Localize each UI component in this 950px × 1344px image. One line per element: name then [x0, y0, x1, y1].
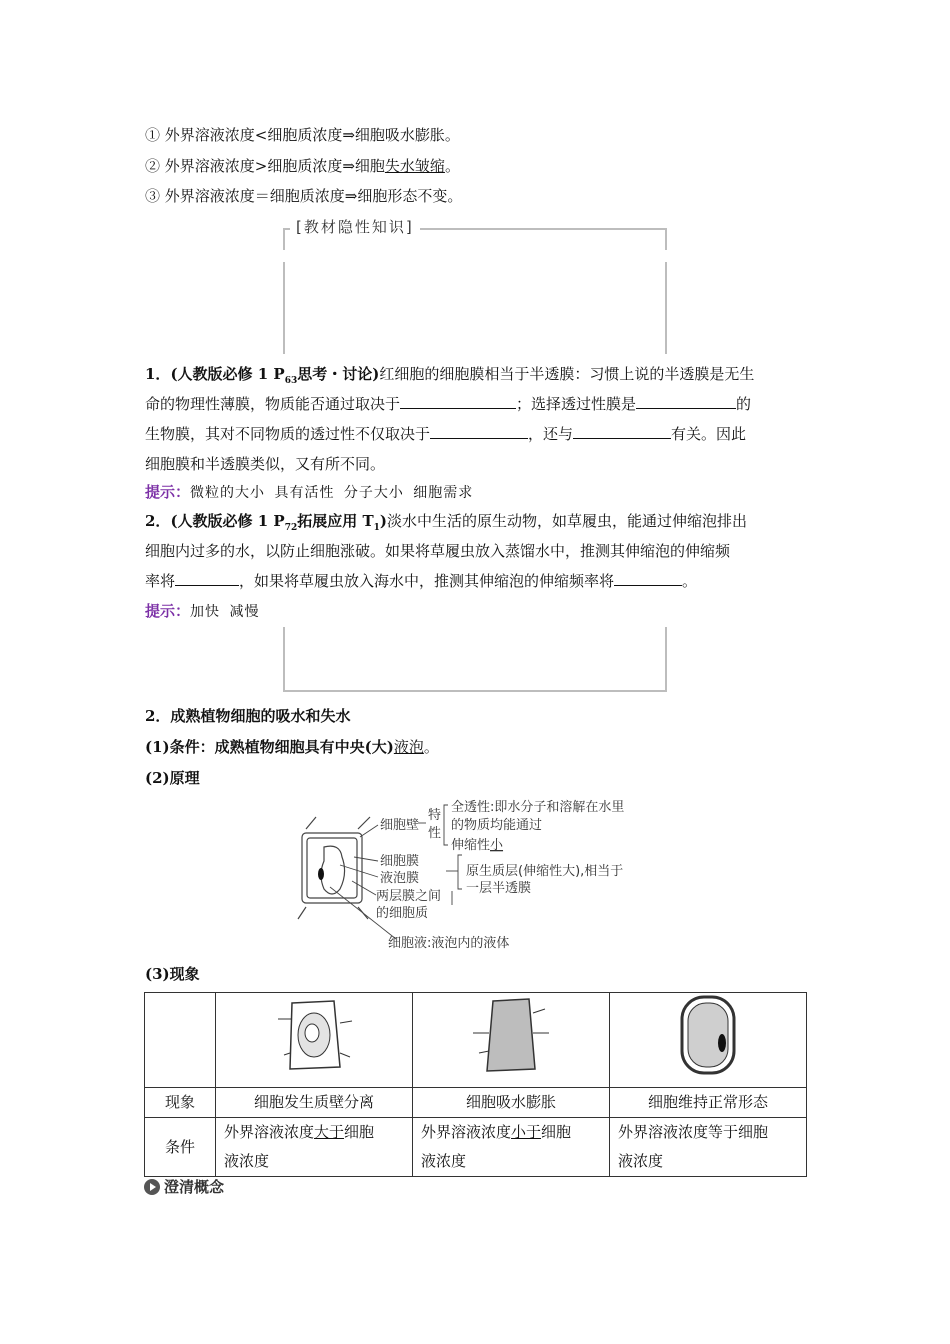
label-trait-2: 性 — [428, 826, 442, 841]
q1-line1: 1．(人教版必修 1 $P_{63}$思考・讨论)红细胞的细胞膜相当于半透膜：习惯上说的半透膜是无生 — [145, 365, 755, 386]
condition-line: (1)条件：成熟植物细胞具有中央(大)液泡。 — [145, 738, 439, 756]
img-plasmolysis — [216, 993, 413, 1088]
cond-3: 外界溶液浓度等于细胞 液浓度 — [610, 1118, 807, 1177]
label-vacuole-membrane: 液泡膜 — [380, 871, 420, 886]
q2-line1: 2．(人教版必修 1 $P_{72}$拓展应用 $T_1$)淡水中生活的原生动物，如草履虫，能通过伸缩泡排出 — [145, 512, 748, 533]
label-protoplast-2: 一层半透膜 — [466, 881, 532, 896]
label-trait-1: 特 — [428, 808, 442, 823]
img-normal — [610, 993, 807, 1088]
box-title: [教材隐性知识] — [290, 216, 420, 237]
plant-cell-diagram — [296, 795, 666, 955]
phen-3: 细胞维持正常形态 — [610, 1088, 807, 1118]
q1-hint: 提示：微粒的大小 具有活性 分子大小 细胞需求 — [145, 483, 474, 501]
textbook-knowledge-box — [283, 228, 667, 354]
q2-line2: 细胞内过多的水，以防止细胞涨破。如果将草履虫放入蒸馏水中，推测其伸缩泡的伸缩频 — [145, 542, 731, 560]
label-membrane: 细胞膜 — [380, 854, 420, 869]
label-wall-p3: 伸缩性小 — [451, 838, 504, 853]
rule-1: ① 外界溶液浓度<细胞质浓度⇒细胞吸水膨胀。 — [145, 126, 460, 144]
phenomenon-heading: (3)现象 — [145, 965, 200, 983]
rule-3: ③ 外界溶液浓度＝细胞质浓度⇒细胞形态不变。 — [145, 187, 463, 205]
label-wall-p1: 全透性:即水分子和溶解在水里 — [451, 800, 625, 815]
swelling-cell-image — [471, 993, 551, 1077]
label-cell-sap: 细胞液:液泡内的液体 — [388, 936, 510, 951]
label-wall: 细胞壁 — [380, 818, 420, 833]
section-title: 2．成熟植物细胞的吸水和失水 — [145, 707, 351, 725]
q2-line3: 率将 ，如果将草履虫放入海水中，推测其伸缩泡的伸缩频率将 。 — [145, 572, 698, 590]
label-protoplast-1: 原生质层(伸缩性大),相当于 — [466, 864, 624, 879]
img-swelling — [413, 993, 610, 1088]
label-between-1: 两层膜之间 — [376, 889, 442, 904]
q1-line3: 生物膜，其对不同物质的透过性不仅取决于 ，还与 有关。因此 — [145, 425, 747, 443]
rule-2: ② 外界溶液浓度>细胞质浓度⇒细胞失水皱缩。 — [145, 157, 460, 175]
q1-line4: 细胞膜和半透膜类似，又有所不同。 — [145, 455, 386, 473]
phenomenon-table — [144, 992, 807, 1177]
plasmolysis-cell-image — [274, 993, 354, 1077]
phen-1: 细胞发生质壁分离 — [216, 1088, 413, 1118]
cond-1: 外界溶液浓度大于细胞 液浓度 — [216, 1118, 413, 1177]
principle-heading: (2)原理 — [145, 769, 200, 787]
knowledge-box-bottom — [283, 627, 667, 692]
label-between-2: 的细胞质 — [376, 906, 429, 921]
q2-hint: 提示：加快 减慢 — [145, 602, 260, 620]
phen-2: 细胞吸水膨胀 — [413, 1088, 610, 1118]
row-phen-label: 现象 — [145, 1088, 216, 1118]
q1-line2: 命的物理性薄膜，物质能否通过取决于 ；选择透过性膜是 的 — [145, 395, 752, 413]
clarify-concept-heading: 澄清概念 — [144, 1176, 224, 1197]
label-wall-p2: 的物质均能通过 — [451, 818, 543, 833]
cond-2: 外界溶液浓度小于细胞 液浓度 — [413, 1118, 610, 1177]
play-icon — [144, 1179, 160, 1195]
row-cond-label: 条件 — [145, 1118, 216, 1177]
normal-cell-image — [668, 993, 748, 1077]
